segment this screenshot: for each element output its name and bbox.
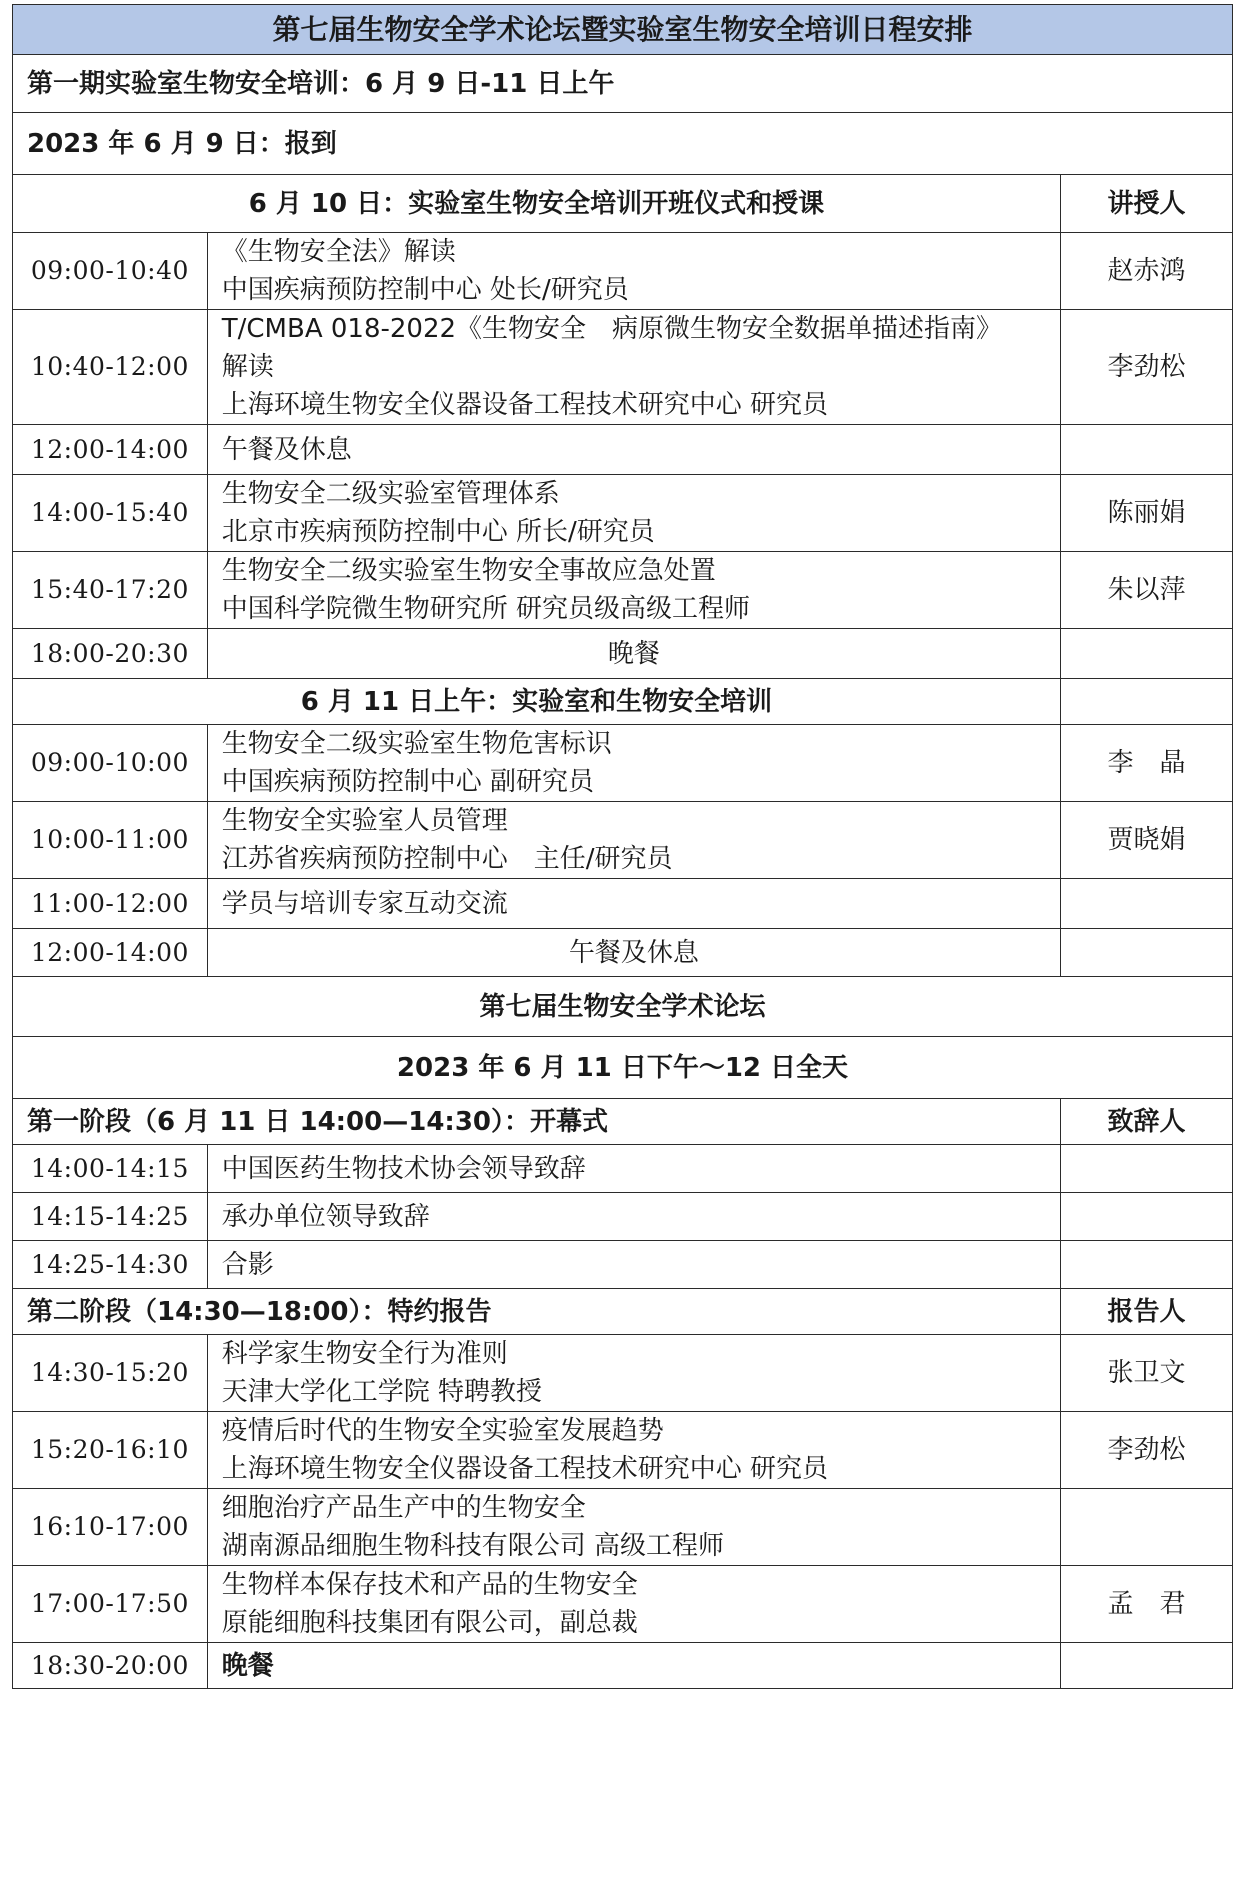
session-row (13, 1145, 1233, 1193)
topic-title: 《生物安全法》解读 (221, 237, 456, 267)
topic-title: 晚餐 (607, 638, 660, 669)
session-topic (207, 310, 1060, 425)
topic-title: 合影 (221, 1249, 274, 1280)
stage2-heading (13, 1289, 1233, 1335)
part2-date (13, 1037, 1233, 1099)
topic-title: 科学家生物安全行为准则 (221, 1339, 508, 1369)
session-row (13, 552, 1233, 629)
session-time: 15:20-16:10 (13, 1412, 208, 1489)
session-row (13, 929, 1233, 977)
day1-heading (13, 175, 1233, 233)
session-speaker: 李劲松 (1060, 310, 1232, 425)
session-speaker: 贾晓娟 (1060, 802, 1232, 879)
schedule-title (13, 5, 1233, 55)
session-topic (207, 1241, 1060, 1289)
topic-title: 疫情后时代的生物安全实验室发展趋势 (221, 1416, 664, 1446)
topic-detail: 上海环境生物安全仪器设备工程技术研究中心 研究员 (221, 390, 829, 420)
stage1-heading (13, 1099, 1233, 1145)
session-speaker: 赵赤鸿 (1060, 233, 1232, 310)
session-speaker (1060, 629, 1232, 679)
session-row (13, 802, 1233, 879)
speaker-column-header (1060, 679, 1232, 725)
session-row (13, 1335, 1233, 1412)
topic-title: 生物安全二级实验室生物安全事故应急处置 (221, 556, 716, 586)
session-time: 17:00-17:50 (13, 1566, 208, 1643)
topic-title: 生物安全二级实验室生物危害标识 (221, 729, 612, 759)
speaker-column-header: 讲授人 (1060, 175, 1232, 233)
topic-title: 生物安全二级实验室管理体系 (221, 479, 560, 509)
session-time: 14:00-15:40 (13, 475, 208, 552)
topic-title: 生物样本保存技术和产品的生物安全 (221, 1570, 638, 1600)
part2-heading-text: 第七届生物安全学术论坛 (13, 977, 1233, 1037)
session-time: 14:30-15:20 (13, 1335, 208, 1412)
topic-detail: 原能细胞科技集团有限公司，副总裁 (221, 1608, 638, 1638)
session-topic (207, 725, 1060, 802)
session-row (13, 310, 1233, 425)
topic-title: 晚餐 (221, 1650, 274, 1681)
session-topic (207, 1412, 1060, 1489)
session-speaker (1060, 1643, 1232, 1689)
session-topic (207, 1335, 1060, 1412)
session-speaker (1060, 1145, 1232, 1193)
topic-detail: 北京市疾病预防控制中心 所长/研究员 (221, 517, 655, 547)
topic-detail: 中国疾病预防控制中心 副研究员 (221, 767, 595, 797)
session-row (13, 879, 1233, 929)
session-speaker: 孟 君 (1060, 1566, 1232, 1643)
session-speaker (1060, 1241, 1232, 1289)
part2-date-text: 2023 年 6 月 11 日下午～12 日全天 (13, 1037, 1233, 1099)
topic-detail: 湖南源品细胞生物科技有限公司 高级工程师 (221, 1531, 725, 1561)
session-time: 14:00-14:15 (13, 1145, 208, 1193)
day2-heading (13, 679, 1233, 725)
stage2-heading-text: 第二阶段（14:30—18:00）：特约报告 (13, 1289, 1061, 1335)
session-row (13, 629, 1233, 679)
session-time: 09:00-10:00 (13, 725, 208, 802)
session-topic (207, 629, 1060, 679)
topic-title: 生物安全实验室人员管理 (221, 806, 508, 836)
session-topic (207, 233, 1060, 310)
session-time: 12:00-14:00 (13, 929, 208, 977)
session-topic (207, 1489, 1060, 1566)
session-topic (207, 802, 1060, 879)
session-time: 10:40-12:00 (13, 310, 208, 425)
session-time: 14:25-14:30 (13, 1241, 208, 1289)
stage1-heading-text: 第一阶段（6 月 11 日 14:00—14:30）：开幕式 (13, 1099, 1061, 1145)
session-row (13, 233, 1233, 310)
topic-title: T/CMBA 018-2022《生物安全 病原微生物安全数据单描述指南》 (221, 314, 1003, 344)
topic-title: 午餐及休息 (568, 937, 699, 968)
session-speaker (1060, 879, 1232, 929)
session-row (13, 475, 1233, 552)
schedule-table (12, 4, 1233, 1689)
session-row (13, 1412, 1233, 1489)
session-row (13, 1241, 1233, 1289)
session-time: 18:00-20:30 (13, 629, 208, 679)
schedule-title-text: 第七届生物安全学术论坛暨实验室生物安全培训日程安排 (13, 5, 1233, 55)
session-time: 14:15-14:25 (13, 1193, 208, 1241)
session-speaker (1060, 1193, 1232, 1241)
topic-detail: 中国疾病预防控制中心 处长/研究员 (221, 275, 629, 305)
part1-heading-text: 第一期实验室生物安全培训：6 月 9 日-11 日上午 (13, 55, 1233, 113)
topic-detail: 中国科学院微生物研究所 研究员级高级工程师 (221, 594, 751, 624)
day1-heading-text: 6 月 10 日：实验室生物安全培训开班仪式和授课 (13, 175, 1061, 233)
session-row (13, 425, 1233, 475)
session-topic (207, 1643, 1060, 1689)
session-topic (207, 1566, 1060, 1643)
session-row (13, 1193, 1233, 1241)
session-time: 11:00-12:00 (13, 879, 208, 929)
session-speaker (1060, 1489, 1232, 1566)
session-time: 18:30-20:00 (13, 1643, 208, 1689)
topic-detail: 解读 (221, 352, 274, 382)
session-topic (207, 475, 1060, 552)
topic-detail: 天津大学化工学院 特聘教授 (221, 1377, 543, 1407)
session-speaker (1060, 929, 1232, 977)
session-topic (207, 425, 1060, 475)
session-time: 09:00-10:40 (13, 233, 208, 310)
session-time: 10:00-11:00 (13, 802, 208, 879)
speaker-column-header: 报告人 (1060, 1289, 1232, 1335)
session-speaker (1060, 425, 1232, 475)
session-row (13, 1566, 1233, 1643)
session-time: 12:00-14:00 (13, 425, 208, 475)
session-speaker: 张卫文 (1060, 1335, 1232, 1412)
session-speaker: 朱以萍 (1060, 552, 1232, 629)
session-speaker: 李 晶 (1060, 725, 1232, 802)
day2-heading-text: 6 月 11 日上午：实验室和生物安全培训 (13, 679, 1061, 725)
session-row (13, 1643, 1233, 1689)
session-topic (207, 929, 1060, 977)
topic-title: 中国医药生物技术协会领导致辞 (221, 1153, 586, 1184)
checkin-row (13, 113, 1233, 175)
session-time: 16:10-17:00 (13, 1489, 208, 1566)
session-row (13, 725, 1233, 802)
session-topic (207, 1145, 1060, 1193)
topic-title: 学员与培训专家互动交流 (221, 888, 508, 919)
checkin-row-text: 2023 年 6 月 9 日：报到 (13, 113, 1233, 175)
session-topic (207, 879, 1060, 929)
part1-heading (13, 55, 1233, 113)
topic-title: 午餐及休息 (221, 434, 352, 465)
session-topic (207, 1193, 1060, 1241)
topic-detail: 上海环境生物安全仪器设备工程技术研究中心 研究员 (221, 1454, 829, 1484)
topic-title: 细胞治疗产品生产中的生物安全 (221, 1493, 586, 1523)
part2-heading (13, 977, 1233, 1037)
session-speaker: 陈丽娟 (1060, 475, 1232, 552)
session-speaker: 李劲松 (1060, 1412, 1232, 1489)
session-topic (207, 552, 1060, 629)
speaker-column-header: 致辞人 (1060, 1099, 1232, 1145)
topic-title: 承办单位领导致辞 (221, 1201, 430, 1232)
session-time: 15:40-17:20 (13, 552, 208, 629)
session-row (13, 1489, 1233, 1566)
topic-detail: 江苏省疾病预防控制中心 主任/研究员 (221, 844, 673, 874)
